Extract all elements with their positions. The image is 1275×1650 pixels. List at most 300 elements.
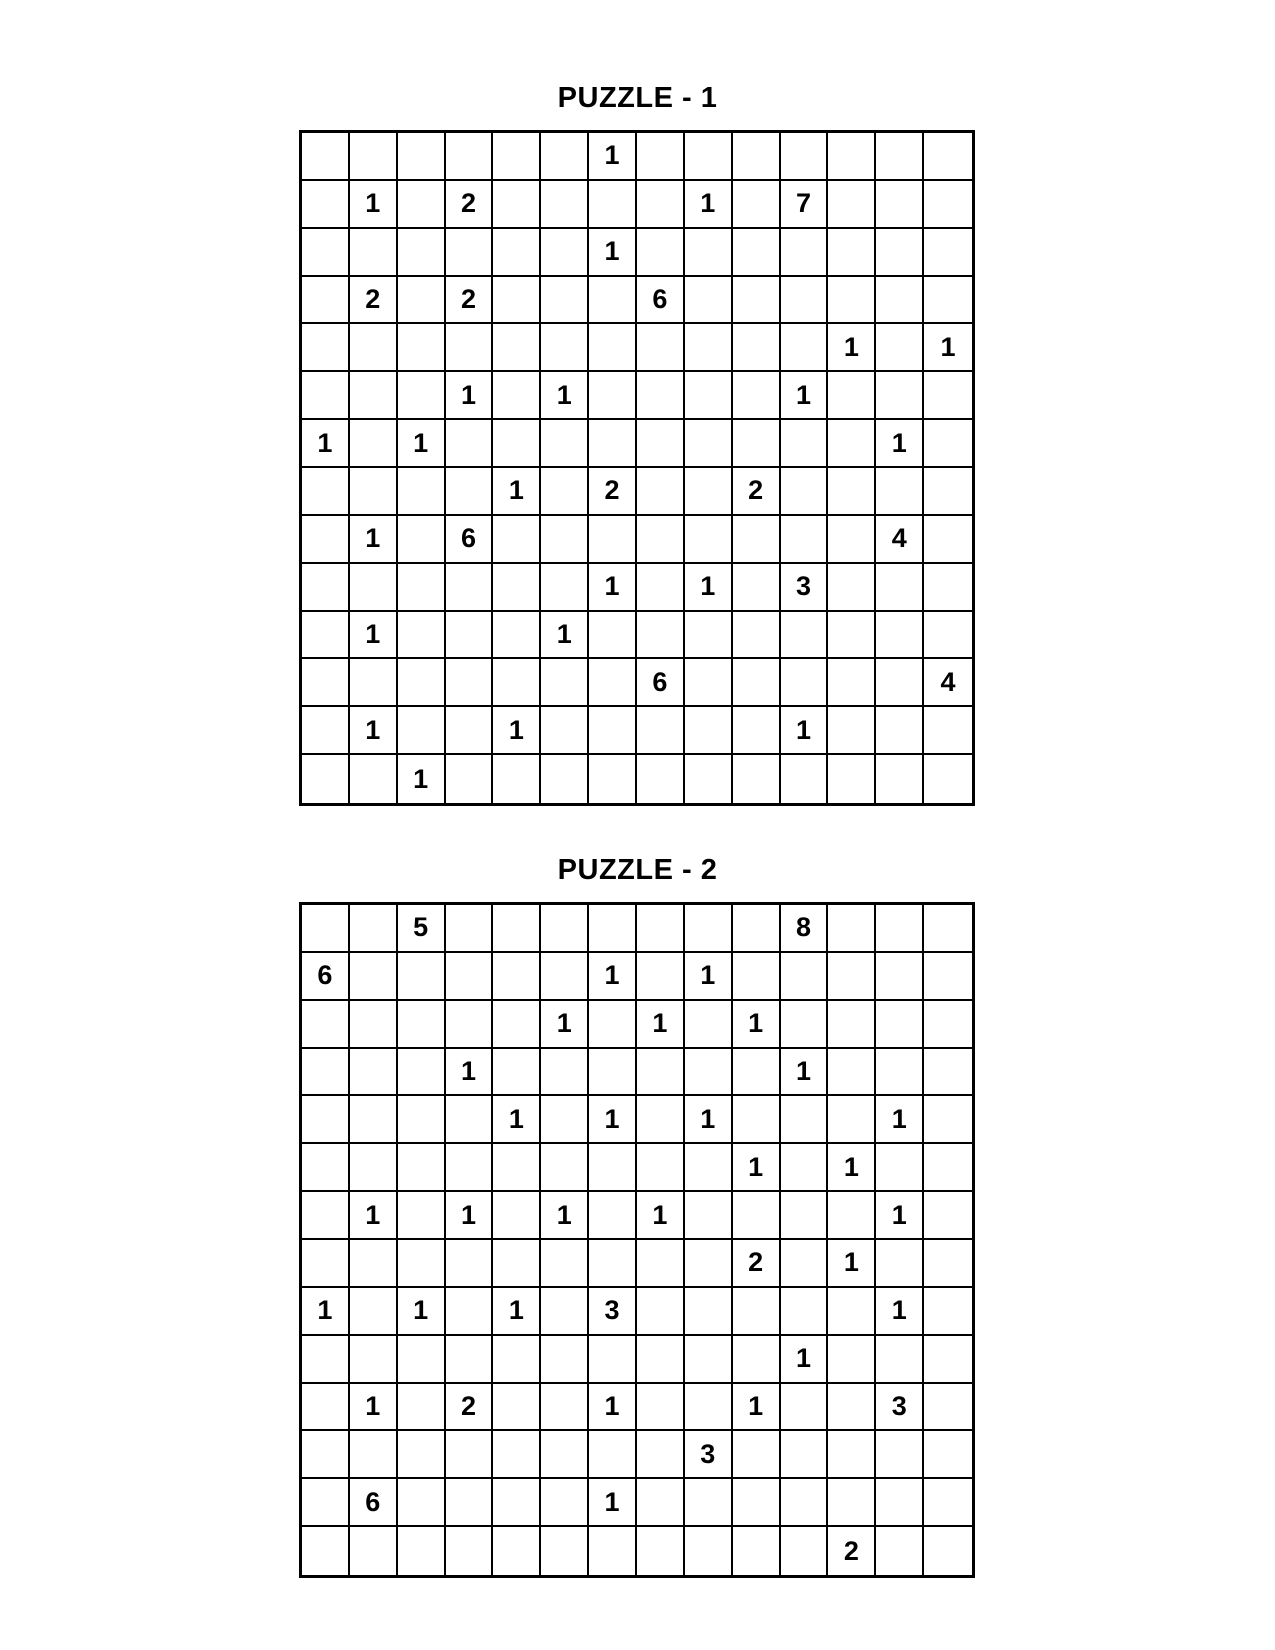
- grid-cell[interactable]: [398, 1144, 446, 1192]
- grid-cell[interactable]: [876, 133, 924, 181]
- grid-cell[interactable]: 1: [589, 229, 637, 277]
- grid-cell[interactable]: [733, 229, 781, 277]
- grid-cell[interactable]: [637, 612, 685, 660]
- grid-cell[interactable]: 1: [924, 324, 972, 372]
- grid-cell[interactable]: [637, 133, 685, 181]
- grid-cell[interactable]: 1: [350, 707, 398, 755]
- grid-cell[interactable]: [685, 324, 733, 372]
- grid-cell[interactable]: 1: [828, 1240, 876, 1288]
- grid-cell[interactable]: [493, 372, 541, 420]
- grid-cell[interactable]: 2: [446, 1384, 494, 1432]
- grid-cell[interactable]: [446, 133, 494, 181]
- grid-cell[interactable]: [493, 277, 541, 325]
- grid-cell[interactable]: [446, 707, 494, 755]
- grid-cell[interactable]: [541, 516, 589, 564]
- grid-cell[interactable]: [350, 372, 398, 420]
- grid-cell[interactable]: [541, 1240, 589, 1288]
- grid-cell[interactable]: [541, 1096, 589, 1144]
- grid-cell[interactable]: 3: [589, 1288, 637, 1336]
- grid-cell[interactable]: [637, 1479, 685, 1527]
- grid-cell[interactable]: [541, 229, 589, 277]
- grid-cell[interactable]: [828, 1288, 876, 1336]
- grid-cell[interactable]: [493, 1001, 541, 1049]
- grid-cell[interactable]: [637, 516, 685, 564]
- grid-cell[interactable]: [350, 229, 398, 277]
- grid-cell[interactable]: [781, 229, 829, 277]
- grid-cell[interactable]: [828, 905, 876, 953]
- grid-cell[interactable]: [398, 277, 446, 325]
- grid-cell[interactable]: [733, 277, 781, 325]
- grid-cell[interactable]: [733, 1431, 781, 1479]
- grid-cell[interactable]: 1: [685, 1096, 733, 1144]
- grid-cell[interactable]: [733, 755, 781, 803]
- grid-cell[interactable]: 2: [446, 181, 494, 229]
- grid-cell[interactable]: 1: [493, 1096, 541, 1144]
- grid-cell[interactable]: [781, 516, 829, 564]
- grid-cell[interactable]: [828, 564, 876, 612]
- grid-cell[interactable]: [493, 1527, 541, 1575]
- grid-cell[interactable]: [446, 1336, 494, 1384]
- grid-cell[interactable]: [398, 1192, 446, 1240]
- grid-cell[interactable]: 6: [302, 953, 350, 1001]
- grid-cell[interactable]: [685, 277, 733, 325]
- grid-cell[interactable]: 3: [685, 1431, 733, 1479]
- grid-cell[interactable]: [924, 1288, 972, 1336]
- grid-cell[interactable]: [828, 612, 876, 660]
- grid-cell[interactable]: 6: [446, 516, 494, 564]
- grid-cell[interactable]: [589, 372, 637, 420]
- grid-cell[interactable]: [637, 468, 685, 516]
- grid-cell[interactable]: [924, 612, 972, 660]
- grid-cell[interactable]: [541, 133, 589, 181]
- grid-cell[interactable]: [685, 1527, 733, 1575]
- grid-cell[interactable]: [828, 1431, 876, 1479]
- grid-cell[interactable]: [350, 564, 398, 612]
- grid-cell[interactable]: [398, 1336, 446, 1384]
- grid-cell[interactable]: [733, 516, 781, 564]
- grid-cell[interactable]: [876, 1479, 924, 1527]
- grid-cell[interactable]: 2: [828, 1527, 876, 1575]
- grid-cell[interactable]: [446, 324, 494, 372]
- grid-cell[interactable]: [398, 1431, 446, 1479]
- grid-cell[interactable]: 1: [541, 1192, 589, 1240]
- grid-cell[interactable]: [781, 1096, 829, 1144]
- grid-cell[interactable]: 3: [876, 1384, 924, 1432]
- grid-cell[interactable]: [398, 1001, 446, 1049]
- grid-cell[interactable]: 1: [781, 372, 829, 420]
- grid-cell[interactable]: [541, 1384, 589, 1432]
- grid-cell[interactable]: [302, 324, 350, 372]
- grid-cell[interactable]: [781, 1240, 829, 1288]
- grid-cell[interactable]: [876, 277, 924, 325]
- grid-cell[interactable]: [924, 516, 972, 564]
- grid-cell[interactable]: [876, 1144, 924, 1192]
- grid-cell[interactable]: [733, 1479, 781, 1527]
- grid-cell[interactable]: [876, 564, 924, 612]
- grid-cell[interactable]: [302, 707, 350, 755]
- grid-cell[interactable]: [637, 905, 685, 953]
- grid-cell[interactable]: [302, 372, 350, 420]
- grid-cell[interactable]: [589, 707, 637, 755]
- grid-cell[interactable]: [685, 707, 733, 755]
- grid-cell[interactable]: [876, 755, 924, 803]
- grid-cell[interactable]: [493, 564, 541, 612]
- grid-cell[interactable]: [302, 755, 350, 803]
- grid-cell[interactable]: [781, 659, 829, 707]
- grid-cell[interactable]: 1: [685, 953, 733, 1001]
- grid-cell[interactable]: 3: [781, 564, 829, 612]
- grid-cell[interactable]: 6: [350, 1479, 398, 1527]
- grid-cell[interactable]: [828, 707, 876, 755]
- grid-cell[interactable]: [685, 659, 733, 707]
- grid-cell[interactable]: [446, 612, 494, 660]
- grid-cell[interactable]: [398, 1049, 446, 1097]
- grid-cell[interactable]: [541, 1527, 589, 1575]
- grid-cell[interactable]: [302, 564, 350, 612]
- grid-cell[interactable]: [493, 420, 541, 468]
- grid-cell[interactable]: [493, 1192, 541, 1240]
- grid-cell[interactable]: [637, 324, 685, 372]
- grid-cell[interactable]: [733, 905, 781, 953]
- grid-cell[interactable]: [781, 277, 829, 325]
- grid-cell[interactable]: 1: [589, 1384, 637, 1432]
- grid-cell[interactable]: 1: [541, 372, 589, 420]
- grid-cell[interactable]: 1: [781, 707, 829, 755]
- grid-cell[interactable]: [685, 516, 733, 564]
- grid-cell[interactable]: [637, 420, 685, 468]
- grid-cell[interactable]: [924, 707, 972, 755]
- grid-cell[interactable]: [589, 905, 637, 953]
- grid-cell[interactable]: [924, 1479, 972, 1527]
- grid-cell[interactable]: [924, 372, 972, 420]
- grid-cell[interactable]: [637, 953, 685, 1001]
- grid-cell[interactable]: [398, 1384, 446, 1432]
- grid-cell[interactable]: [493, 905, 541, 953]
- grid-cell[interactable]: [733, 324, 781, 372]
- grid-cell[interactable]: 8: [781, 905, 829, 953]
- grid-cell[interactable]: 1: [589, 564, 637, 612]
- grid-cell[interactable]: [828, 1049, 876, 1097]
- grid-cell[interactable]: [733, 420, 781, 468]
- grid-cell[interactable]: [541, 1049, 589, 1097]
- grid-cell[interactable]: [828, 1336, 876, 1384]
- grid-cell[interactable]: [541, 1479, 589, 1527]
- grid-cell[interactable]: [350, 1001, 398, 1049]
- grid-cell[interactable]: [924, 229, 972, 277]
- grid-cell[interactable]: 1: [446, 372, 494, 420]
- grid-cell[interactable]: 1: [398, 1288, 446, 1336]
- grid-cell[interactable]: [302, 133, 350, 181]
- grid-cell[interactable]: [589, 1049, 637, 1097]
- grid-cell[interactable]: 1: [350, 1192, 398, 1240]
- grid-cell[interactable]: [828, 953, 876, 1001]
- grid-cell[interactable]: [685, 905, 733, 953]
- grid-cell[interactable]: [446, 1096, 494, 1144]
- grid-cell[interactable]: 2: [350, 277, 398, 325]
- grid-cell[interactable]: [493, 1431, 541, 1479]
- grid-cell[interactable]: [924, 133, 972, 181]
- grid-cell[interactable]: 4: [876, 516, 924, 564]
- grid-cell[interactable]: [302, 516, 350, 564]
- grid-cell[interactable]: [924, 1096, 972, 1144]
- grid-cell[interactable]: [446, 1240, 494, 1288]
- grid-cell[interactable]: [589, 1192, 637, 1240]
- grid-cell[interactable]: [493, 659, 541, 707]
- grid-cell[interactable]: [302, 468, 350, 516]
- grid-cell[interactable]: [685, 1288, 733, 1336]
- grid-cell[interactable]: [589, 612, 637, 660]
- grid-cell[interactable]: [828, 468, 876, 516]
- grid-cell[interactable]: 1: [589, 1096, 637, 1144]
- grid-cell[interactable]: [541, 1431, 589, 1479]
- grid-cell[interactable]: [637, 1240, 685, 1288]
- grid-cell[interactable]: [828, 372, 876, 420]
- grid-cell[interactable]: [302, 1431, 350, 1479]
- grid-cell[interactable]: [924, 468, 972, 516]
- grid-cell[interactable]: [733, 1192, 781, 1240]
- grid-cell[interactable]: 1: [398, 755, 446, 803]
- grid-cell[interactable]: [876, 659, 924, 707]
- grid-cell[interactable]: [302, 1336, 350, 1384]
- grid-cell[interactable]: 1: [350, 612, 398, 660]
- grid-cell[interactable]: [350, 1431, 398, 1479]
- grid-cell[interactable]: [637, 1288, 685, 1336]
- grid-cell[interactable]: 1: [302, 420, 350, 468]
- grid-cell[interactable]: [685, 755, 733, 803]
- grid-cell[interactable]: [398, 133, 446, 181]
- grid-cell[interactable]: [733, 953, 781, 1001]
- grid-cell[interactable]: [685, 1240, 733, 1288]
- grid-cell[interactable]: [446, 1431, 494, 1479]
- grid-cell[interactable]: [446, 755, 494, 803]
- grid-cell[interactable]: [493, 324, 541, 372]
- grid-cell[interactable]: [733, 1096, 781, 1144]
- grid-cell[interactable]: [398, 612, 446, 660]
- grid-cell[interactable]: [828, 1384, 876, 1432]
- grid-cell[interactable]: [350, 1527, 398, 1575]
- grid-cell[interactable]: [876, 707, 924, 755]
- grid-cell[interactable]: [446, 953, 494, 1001]
- grid-cell[interactable]: [350, 659, 398, 707]
- grid-cell[interactable]: [876, 181, 924, 229]
- grid-cell[interactable]: [589, 277, 637, 325]
- grid-cell[interactable]: [637, 1527, 685, 1575]
- grid-cell[interactable]: [685, 1049, 733, 1097]
- grid-cell[interactable]: [541, 1288, 589, 1336]
- grid-cell[interactable]: 1: [541, 612, 589, 660]
- grid-cell[interactable]: [302, 659, 350, 707]
- grid-cell[interactable]: 1: [493, 707, 541, 755]
- grid-cell[interactable]: [589, 659, 637, 707]
- grid-cell[interactable]: [446, 420, 494, 468]
- grid-cell[interactable]: [781, 612, 829, 660]
- grid-cell[interactable]: [876, 953, 924, 1001]
- grid-cell[interactable]: [589, 1144, 637, 1192]
- grid-cell[interactable]: [685, 1144, 733, 1192]
- grid-cell[interactable]: [733, 1049, 781, 1097]
- grid-cell[interactable]: [828, 1096, 876, 1144]
- grid-cell[interactable]: [781, 1384, 829, 1432]
- grid-cell[interactable]: [876, 324, 924, 372]
- grid-cell[interactable]: [781, 1288, 829, 1336]
- grid-cell[interactable]: [685, 1384, 733, 1432]
- grid-cell[interactable]: [541, 707, 589, 755]
- grid-cell[interactable]: [924, 905, 972, 953]
- grid-cell[interactable]: [924, 1001, 972, 1049]
- grid-cell[interactable]: [876, 1527, 924, 1575]
- grid-cell[interactable]: [781, 1431, 829, 1479]
- grid-cell[interactable]: [398, 516, 446, 564]
- grid-cell[interactable]: [924, 277, 972, 325]
- grid-cell[interactable]: [924, 1144, 972, 1192]
- grid-cell[interactable]: [302, 181, 350, 229]
- grid-cell[interactable]: [685, 420, 733, 468]
- grid-cell[interactable]: [398, 229, 446, 277]
- grid-cell[interactable]: [350, 953, 398, 1001]
- grid-cell[interactable]: 5: [398, 905, 446, 953]
- grid-cell[interactable]: [828, 659, 876, 707]
- grid-cell[interactable]: [828, 516, 876, 564]
- grid-cell[interactable]: 2: [446, 277, 494, 325]
- grid-cell[interactable]: [350, 133, 398, 181]
- grid-cell[interactable]: [828, 1479, 876, 1527]
- grid-cell[interactable]: [493, 1240, 541, 1288]
- grid-cell[interactable]: [637, 229, 685, 277]
- grid-cell[interactable]: [685, 468, 733, 516]
- grid-cell[interactable]: 6: [637, 659, 685, 707]
- grid-cell[interactable]: [446, 468, 494, 516]
- grid-cell[interactable]: [733, 372, 781, 420]
- grid-cell[interactable]: [302, 1049, 350, 1097]
- grid-cell[interactable]: [541, 659, 589, 707]
- grid-cell[interactable]: [876, 1049, 924, 1097]
- grid-cell[interactable]: [446, 905, 494, 953]
- grid-cell[interactable]: [302, 1479, 350, 1527]
- grid-cell[interactable]: [781, 953, 829, 1001]
- grid-cell[interactable]: [924, 1527, 972, 1575]
- grid-cell[interactable]: [876, 229, 924, 277]
- grid-cell[interactable]: [493, 133, 541, 181]
- grid-cell[interactable]: [493, 1336, 541, 1384]
- grid-cell[interactable]: [589, 1240, 637, 1288]
- grid-cell[interactable]: [876, 1001, 924, 1049]
- grid-cell[interactable]: 1: [398, 420, 446, 468]
- grid-cell[interactable]: [350, 905, 398, 953]
- grid-cell[interactable]: [350, 324, 398, 372]
- grid-cell[interactable]: [398, 659, 446, 707]
- grid-cell[interactable]: [685, 372, 733, 420]
- grid-cell[interactable]: [733, 659, 781, 707]
- grid-cell[interactable]: [350, 1240, 398, 1288]
- grid-cell[interactable]: [733, 564, 781, 612]
- grid-cell[interactable]: [637, 564, 685, 612]
- grid-cell[interactable]: [398, 181, 446, 229]
- grid-cell[interactable]: [350, 1288, 398, 1336]
- grid-cell[interactable]: [541, 953, 589, 1001]
- grid-cell[interactable]: [637, 1096, 685, 1144]
- grid-cell[interactable]: 4: [924, 659, 972, 707]
- grid-cell[interactable]: [637, 1384, 685, 1432]
- grid-cell[interactable]: [781, 420, 829, 468]
- grid-cell[interactable]: [446, 1288, 494, 1336]
- grid-cell[interactable]: [446, 1527, 494, 1575]
- grid-cell[interactable]: [924, 1431, 972, 1479]
- grid-cell[interactable]: 1: [637, 1001, 685, 1049]
- grid-cell[interactable]: [398, 1096, 446, 1144]
- grid-cell[interactable]: 1: [876, 1096, 924, 1144]
- grid-cell[interactable]: [924, 420, 972, 468]
- grid-cell[interactable]: [781, 1479, 829, 1527]
- grid-cell[interactable]: 1: [685, 181, 733, 229]
- grid-cell[interactable]: [446, 659, 494, 707]
- grid-cell[interactable]: [733, 707, 781, 755]
- grid-cell[interactable]: [302, 1144, 350, 1192]
- grid-cell[interactable]: [541, 755, 589, 803]
- grid-cell[interactable]: [302, 229, 350, 277]
- grid-cell[interactable]: [350, 755, 398, 803]
- grid-cell[interactable]: [733, 181, 781, 229]
- grid-cell[interactable]: [876, 1336, 924, 1384]
- grid-cell[interactable]: [637, 707, 685, 755]
- grid-cell[interactable]: [637, 1336, 685, 1384]
- grid-cell[interactable]: [302, 905, 350, 953]
- grid-cell[interactable]: 1: [781, 1336, 829, 1384]
- grid-cell[interactable]: [446, 229, 494, 277]
- grid-cell[interactable]: [637, 1049, 685, 1097]
- grid-cell[interactable]: [541, 420, 589, 468]
- grid-cell[interactable]: [924, 953, 972, 1001]
- grid-cell[interactable]: [781, 324, 829, 372]
- grid-cell[interactable]: [924, 1336, 972, 1384]
- grid-cell[interactable]: 1: [589, 1479, 637, 1527]
- grid-cell[interactable]: [781, 1001, 829, 1049]
- grid-cell[interactable]: [876, 612, 924, 660]
- grid-cell[interactable]: [398, 468, 446, 516]
- grid-cell[interactable]: [446, 564, 494, 612]
- grid-cell[interactable]: [302, 612, 350, 660]
- grid-cell[interactable]: [876, 468, 924, 516]
- grid-cell[interactable]: [733, 1288, 781, 1336]
- grid-cell[interactable]: 1: [541, 1001, 589, 1049]
- grid-cell[interactable]: [685, 133, 733, 181]
- grid-cell[interactable]: 1: [781, 1049, 829, 1097]
- grid-cell[interactable]: 1: [350, 1384, 398, 1432]
- grid-cell[interactable]: [589, 516, 637, 564]
- grid-cell[interactable]: [541, 324, 589, 372]
- grid-cell[interactable]: [781, 1192, 829, 1240]
- grid-cell[interactable]: [446, 1144, 494, 1192]
- grid-cell[interactable]: [924, 1384, 972, 1432]
- grid-cell[interactable]: [302, 1192, 350, 1240]
- grid-cell[interactable]: [302, 1527, 350, 1575]
- grid-cell[interactable]: 1: [828, 1144, 876, 1192]
- grid-cell[interactable]: [637, 1144, 685, 1192]
- grid-cell[interactable]: [589, 1336, 637, 1384]
- grid-cell[interactable]: [350, 468, 398, 516]
- grid-cell[interactable]: [828, 755, 876, 803]
- grid-cell[interactable]: 6: [637, 277, 685, 325]
- grid-cell[interactable]: [541, 1144, 589, 1192]
- grid-cell[interactable]: 1: [733, 1144, 781, 1192]
- grid-cell[interactable]: 2: [733, 1240, 781, 1288]
- grid-cell[interactable]: [493, 953, 541, 1001]
- grid-cell[interactable]: 1: [446, 1049, 494, 1097]
- grid-cell[interactable]: [541, 181, 589, 229]
- grid-cell[interactable]: 1: [733, 1001, 781, 1049]
- grid-cell[interactable]: [781, 1144, 829, 1192]
- grid-cell[interactable]: [493, 1144, 541, 1192]
- grid-cell[interactable]: [924, 755, 972, 803]
